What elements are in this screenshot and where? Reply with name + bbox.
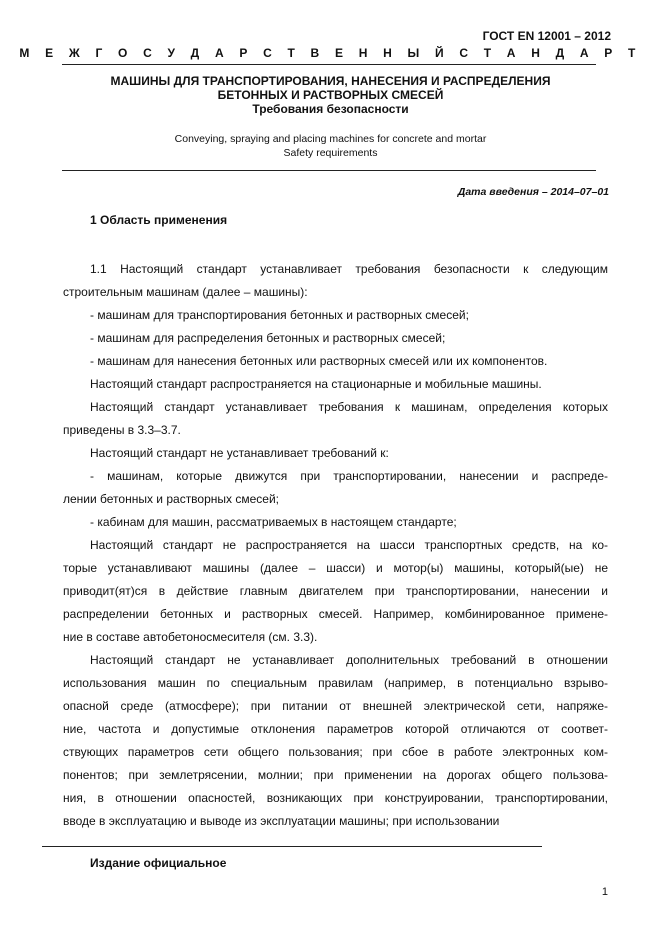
body-line: торые устанавливают машины (далее – шасси) и мотор(ы) машины, который(ые) не xyxy=(63,561,608,575)
body-line: использования машин по специальным правилам (например, в потенциально взрыво- xyxy=(63,676,608,690)
body-line: вводе в эксплуатацию и выводе из эксплуатации машины; при использовании xyxy=(63,814,500,828)
document-title-ru xyxy=(0,74,661,116)
body-line: ния, в отношении опасностей, возникающих при конструировании, транспортировании, xyxy=(63,791,608,805)
title-ru-line-1: МАШИНЫ ДЛЯ ТРАНСПОРТИРОВАНИЯ, НАНЕСЕНИЯ И РАСПРЕДЕЛЕНИЯ xyxy=(110,74,551,88)
introduction-date: Дата введения – 2014–07–01 xyxy=(457,186,609,198)
document-title-en xyxy=(0,132,661,160)
body-line: 1.1 Настоящий стандарт устанавливает требования безопасности к следующим xyxy=(90,262,608,276)
body-line: - машинам для нанесения бетонных или растворных смесей или их компонентов. xyxy=(90,354,548,368)
body-line: - кабинам для машин, рассматриваемых в настоящем стандарте; xyxy=(90,515,457,529)
body-line: распределении бетонных и растворных смесей. Например, комбинированное примене- xyxy=(63,607,608,621)
section-title: 1 Область применения xyxy=(90,213,228,227)
body-line: - машинам, которые движутся при транспортировании, нанесении и распреде- xyxy=(90,469,608,483)
body-line: Настоящий стандарт не распространяется на шасси транспортных средств, на ко- xyxy=(90,538,608,552)
body-line: Настоящий стандарт устанавливает требования к машинам, определения которых xyxy=(90,400,608,414)
body-line: ние, частота и допустимые отклонения параметров которой отличаются от соответ- xyxy=(63,722,608,736)
body-line: Настоящий стандарт не устанавливает требований к: xyxy=(90,446,389,460)
footer-rule xyxy=(42,846,542,847)
title-en-line-2: Safety requirements xyxy=(283,147,378,159)
body-line: Настоящий стандарт не устанавливает дополнительных требований в отношении xyxy=(90,653,608,667)
title-en-line-1: Conveying, spraying and placing machines for concrete and mortar xyxy=(174,133,487,145)
header-rule xyxy=(62,64,596,65)
body-line: - машинам для транспортирования бетонных и растворных смесей; xyxy=(90,308,469,322)
body-line: строительным машинам (далее – машины): xyxy=(63,285,308,299)
body-line: лении бетонных и растворных смесей; xyxy=(63,492,279,506)
interstate-standard-label: М Е Ж Г О С У Д А Р С Т В Е Н Н Ы Й С Т А Н Д А Р Т xyxy=(19,46,642,60)
body-line: Настоящий стандарт распространяется на стационарные и мобильные машины. xyxy=(90,377,542,391)
body-line: ние в составе автобетоносмесителя (см. 3.3). xyxy=(63,630,318,644)
body-line: приводит(ят)ся в действие главным двигателем при транспортировании, нанесении и xyxy=(63,584,608,598)
body-line: приведены в 3.3–3.7. xyxy=(63,423,181,437)
page-number: 1 xyxy=(601,886,608,898)
body-line: - машинам для распределения бетонных и растворных смесей; xyxy=(90,331,446,345)
title-rule xyxy=(62,170,596,171)
body-line: опасной среде (атмосфере); при питании от внешней электрической сети, напряже- xyxy=(63,699,608,713)
gost-code: ГОСТ EN 12001 – 2012 xyxy=(482,29,611,43)
body-line: понентов; при землетрясении, молнии; при применении на дорогах общего пользова- xyxy=(63,768,608,782)
official-edition-label: Издание официальное xyxy=(90,856,227,870)
body-line: ствующих параметров сети общего пользования; при сбое в работе электронных ком- xyxy=(63,745,608,759)
title-ru-subtitle: Требования безопасности xyxy=(252,102,409,116)
title-ru-line-2: БЕТОННЫХ И РАСТВОРНЫХ СМЕСЕЙ xyxy=(217,88,444,102)
